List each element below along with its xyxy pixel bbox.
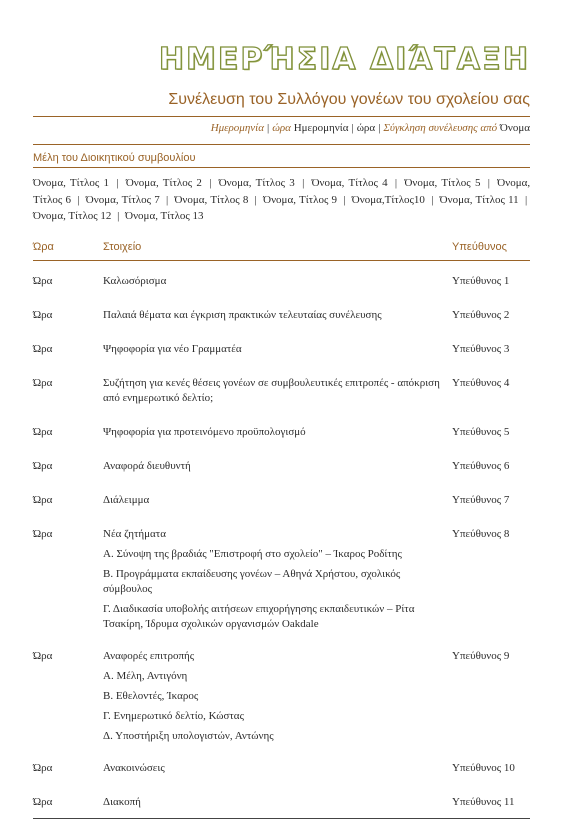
member-separator: | (394, 177, 398, 189)
agenda-owner: Υπεύθυνος 7 (452, 494, 510, 506)
board-member: Όνομα, Τίτλος 13 (125, 210, 204, 222)
agenda-table (33, 235, 530, 819)
time-value: ώρα (356, 122, 376, 134)
member-separator: | (343, 193, 346, 206)
agenda-item-cell (103, 518, 452, 640)
agenda-item: Ανακοινώσεις (103, 762, 165, 774)
agenda-item: Διακοπή (103, 796, 141, 808)
meta-separator: | (267, 122, 270, 134)
board-member: Όνομα, Τίτλος 1 (33, 177, 110, 189)
agenda-item-cell (103, 367, 452, 416)
agenda-time: Ώρα (33, 650, 53, 662)
agenda-row (33, 484, 530, 518)
agenda-owner: Υπεύθυνος 4 (452, 377, 510, 389)
board-members-list (33, 175, 530, 225)
agenda-row (33, 786, 530, 819)
agenda-item-cell (103, 450, 452, 484)
member-separator: | (209, 177, 212, 189)
agenda-row (33, 752, 530, 786)
agenda-owner: Υπεύθυνος 5 (452, 426, 510, 438)
board-divider (33, 167, 530, 168)
member-separator: | (254, 193, 257, 206)
time-label: ώρα (272, 122, 291, 134)
agenda-owner: Υπεύθυνος 11 (452, 786, 530, 819)
page-subtitle: Συνέλευση του Συλλόγου γονέων του σχολείου σας (168, 91, 530, 108)
agenda-item-cell (103, 640, 452, 752)
agenda-time: Ώρα (33, 786, 103, 819)
agenda-time: Ώρα (33, 343, 53, 355)
agenda-item-cell (103, 261, 452, 300)
date-label: Ημερομηνία (210, 122, 264, 134)
agenda-time: Ώρα (33, 528, 53, 540)
agenda-header-row (33, 235, 530, 261)
member-separator: | (524, 193, 528, 206)
board-member: Όνομα, Τίτλος 12 (33, 210, 112, 222)
agenda-row (33, 416, 530, 450)
board-member: Όνομα, Τίτλος 2 (125, 177, 202, 189)
agenda-owner: Υπεύθυνος 2 (452, 309, 510, 321)
agenda-item: Διάλειμμα (103, 494, 150, 506)
agenda-time: Ώρα (33, 309, 53, 321)
agenda-time: Ώρα (33, 762, 53, 774)
member-separator: | (116, 177, 119, 189)
agenda-time: Ώρα (33, 377, 53, 389)
agenda-item: Νέα ζητήματα (103, 528, 166, 540)
agenda-item: Αναφορά διευθυντή (103, 460, 191, 472)
header-divider (33, 116, 530, 117)
meeting-meta (211, 120, 530, 136)
agenda-owner: Υπεύθυνος 9 (452, 650, 510, 662)
board-member: Όνομα, Τίτλος 7 (85, 193, 160, 206)
board-member: Όνομα, Τίτλος 9 (263, 193, 338, 206)
agenda-subitem: Α. Μέλη, Αντιγόνη (103, 670, 188, 682)
agenda-time: Ώρα (33, 426, 53, 438)
agenda-item-cell (103, 484, 452, 518)
agenda-time: Ώρα (33, 494, 53, 506)
agenda-item-cell (103, 299, 452, 333)
agenda-item-cell (103, 752, 452, 786)
member-separator: | (431, 193, 434, 206)
time-column-header: Ώρα (33, 235, 103, 261)
agenda-item-cell (103, 333, 452, 367)
agenda-item-cell (103, 786, 452, 819)
member-separator: | (487, 177, 490, 189)
agenda-owner: Υπεύθυνος 1 (452, 275, 510, 287)
board-member: Όνομα, Τίτλος 6 (33, 177, 531, 206)
agenda-subitem: Δ. Υποστήριξη υπολογιστών, Αντώνης (103, 730, 274, 742)
agenda-time: Ώρα (33, 275, 53, 287)
member-separator: | (117, 210, 120, 222)
agenda-owner: Υπεύθυνος 8 (452, 528, 510, 540)
board-member: Όνομα, Τίτλος 5 (404, 177, 481, 189)
agenda-row (33, 450, 530, 484)
member-separator: | (77, 193, 80, 206)
agenda-owner: Υπεύθυνος 3 (452, 343, 510, 355)
agenda-subitem: Β. Προγράμματα εκπαίδευσης γονέων – Αθηνά Χρήστου, σχολικός σύμβουλος (103, 568, 401, 595)
meta-divider (33, 144, 530, 145)
agenda-row (33, 640, 530, 752)
board-member: Όνομα, Τίτλος 8 (174, 193, 249, 206)
agenda-item-cell (103, 416, 452, 450)
agenda-item: Ψηφοφορία για νέο Γραμματέα (103, 343, 242, 355)
agenda-item: Συζήτηση για κενές θέσεις γονέων σε συμβουλευτικές επιτροπές - απόκριση από ενημερωτικό δελτίο; (103, 377, 440, 404)
agenda-subitem: Γ. Διαδικασία υποβολής αιτήσεων επιχορήγησης εκπαιδευτικών – Ρίτα Τσακίρη, Ίδρυμα σχολικών οργανισμών Oakdale (103, 603, 415, 630)
called-by-value: Όνομα (499, 122, 530, 134)
agenda-row (33, 299, 530, 333)
agenda-subitem: Β. Εθελοντές, Ίκαρος (103, 690, 199, 702)
called-by-label: Σύγκληση συνέλευσης από (383, 122, 498, 134)
owner-column-header: Υπεύθυνος (452, 235, 530, 261)
board-member: Όνομα, Τίτλος 11 (439, 193, 519, 206)
agenda-row (33, 333, 530, 367)
board-heading: Μέλη του Διοικητικού συμβουλίου (33, 152, 196, 164)
meta-separator: | (378, 122, 381, 134)
agenda-row (33, 518, 530, 640)
agenda-row (33, 367, 530, 416)
board-member: Όνομα,Τίτλος10 (351, 193, 425, 206)
member-separator: | (165, 193, 169, 206)
agenda-owner: Υπεύθυνος 6 (452, 460, 510, 472)
agenda-item: Καλωσόρισμα (103, 275, 167, 287)
member-separator: | (302, 177, 305, 189)
meta-separator: | (351, 122, 354, 134)
board-member: Όνομα, Τίτλος 4 (311, 177, 388, 189)
agenda-item: Ψηφοφορία για προτεινόμενο προϋπολογισμό (103, 426, 306, 438)
agenda-subitem: Α. Σύνοψη της βραδιάς "Επιστροφή στο σχολείο" – Ίκαρος Ροδίτης (103, 548, 402, 560)
agenda-item: Παλαιά θέματα και έγκριση πρακτικών τελευταίας συνέλευσης (103, 309, 382, 321)
board-member: Όνομα, Τίτλος 3 (218, 177, 295, 189)
date-value: Ημερομηνία (293, 122, 349, 134)
page-title: ΗΜΕΡΉΣΙΑ ΔΙΆΤΑΞΗ (158, 42, 530, 77)
item-column-header: Στοιχείο (103, 235, 452, 261)
agenda-time: Ώρα (33, 460, 53, 472)
agenda-owner: Υπεύθυνος 10 (452, 762, 515, 774)
agenda-item: Αναφορές επιτροπής (103, 650, 195, 662)
agenda-row (33, 261, 530, 300)
agenda-subitem: Γ. Ενημερωτικό δελτίο, Κώστας (103, 710, 244, 722)
